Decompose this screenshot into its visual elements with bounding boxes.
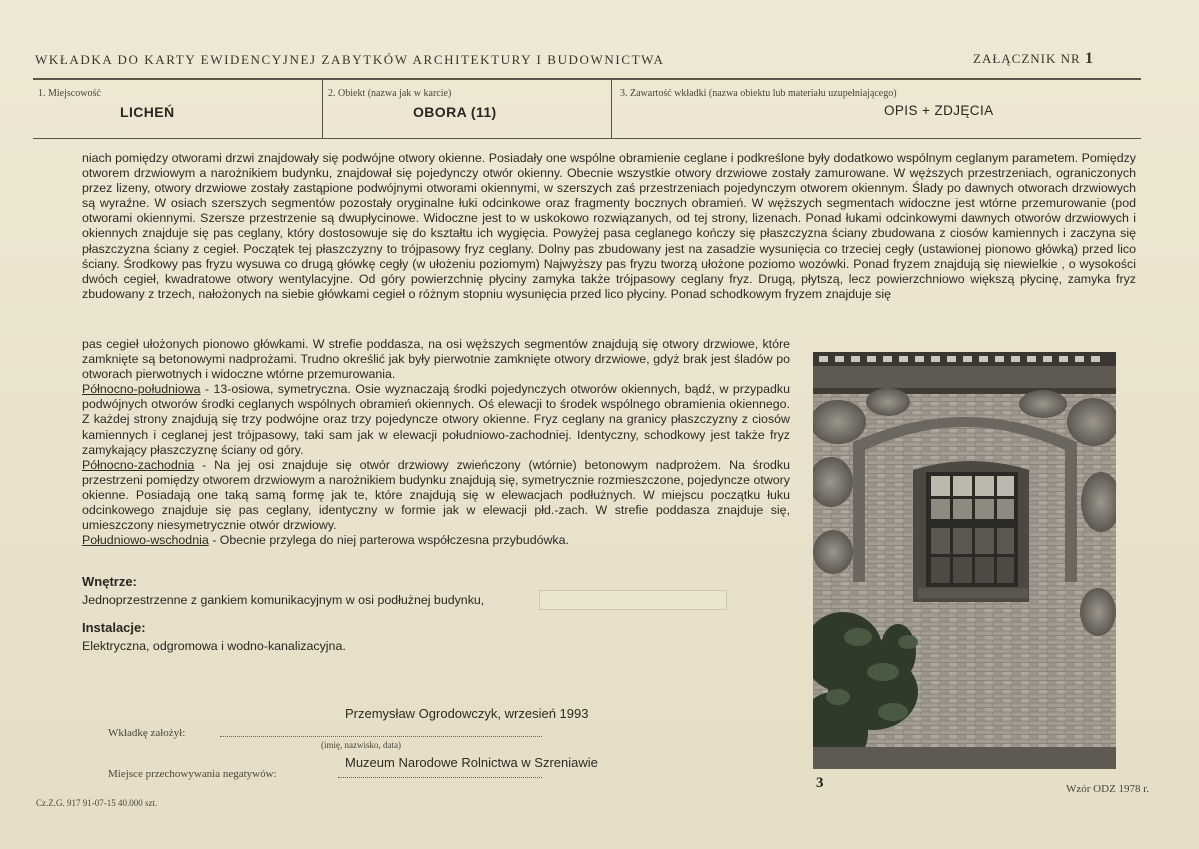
field-3-value: OPIS + ZDJĘCIA	[884, 103, 994, 118]
attic-paragraph: pas cegieł ułożonych pionowo główkami. W strefie poddasza, na osi węższych segmentów znajdują się otwory drzwiowe, które zamknięte są betonowymi nadprożami. Trudno określić jak były pierwotnie zamknięte otwory drzwiowe, gdyż brak jest śladów po otworach pierwotnych i widoczne wtórne przemurowania.	[82, 337, 790, 382]
photo-drawing	[813, 352, 1116, 769]
field-divider-1	[322, 80, 323, 138]
header-bottom-rule	[33, 138, 1141, 139]
interior-heading: Wnętrze:	[82, 574, 137, 589]
header-top-rule	[33, 78, 1141, 80]
pw-text: - Obecnie przylega do niej parterowa współczesna przybudówka.	[208, 533, 569, 548]
negatives-dotted-line	[338, 777, 542, 778]
elevation-nps	[82, 382, 790, 457]
annex-text: ZAŁĄCZNIK NR	[973, 51, 1081, 66]
field-1-label: 1. Miejscowość	[38, 88, 101, 99]
installations-text: Elektryczna, odgromowa i wodno-kanalizacyjna.	[82, 639, 346, 653]
field-divider-2	[611, 80, 612, 138]
author-label: Wkładkę założył:	[108, 727, 186, 739]
interior-text: Jednoprzestrzenne z gankiem komunikacyjnym w osi podłużnej budynku,	[82, 593, 485, 607]
author-value: Przemysław Ogrodowczyk, wrzesień 1993	[345, 706, 589, 721]
interior-blank-box	[539, 590, 727, 610]
description-text-full	[82, 151, 1136, 302]
field-3-label: 3. Zawartość wkładki (nazwa obiektu lub materiału uzupełniającego)	[620, 88, 897, 99]
description-paragraph: niach pomiędzy otworami drzwi znajdowały się podwójne otwory okienne. Posiadały one wspólne obramienie ceglane i podkreślone były dodatkowo wspólnym ceglanym parametem. Pomiędzy otworem drzwiowym a narożnikiem budynku, znajdował się pojedynczy otwór okienny. Obecnie wszystkie otwory drzwiowe zostały zamurowane. W węższych przestrzeniach, ograniczonych przez lizeny, otwory drzwiowe zostały zastąpione podwójnymi otworami okiennymi, w szerszych zaś przestrzeniach pojedynczym otworem okiennym. Ślady po dawnych otworach drzwiowych są wyraźne. W osiach szerszych segmentów pozostały oryginalne łuki odcinkowe oraz fragmenty bocznych obramień. W węższych segmentach widoczne jest wtórne przemurowanie (pod otworami okiennymi. Szersze przestrzenie są dwupłycinowe. Widoczne jest to w uskokowo rozwiązanych, od tej strony, lizenach. Ponad łukami odcinkowymi dawnych otworów drzwiowych i okiennych znajduje się pas ceglany, który dostosowuje się do kształtu ich wygięcia. Powyżej pasa ceglanego kończy się płaszczyzna ściany zbudowana z ciosów kamiennych i zaczyna się płaszczyzna ściany z cegieł. Początek tej płaszczyzny to trójpasowy fryz ceglany. Dolny pas zbudowany jest na zasadzie wysunięcia co trzeciej cegły (ustawionej pionowo główką) przed lico ściany. Środkowy pas fryzu wysuwa co drugą główkę cegły (w ułożeniu poziomym) Najwyższy pas fryzu tworzą ułożone poziomo wozówki. Ponad fryzem znajdują się niewielkie , o wysokości dwóch cegieł, kwadratowe otwory wentylacyjne. Od góry powierzchnię płyciny zamyka także trójpasowy ceglany fryz. Drugą, płytszą, lecz powierzchniowo większą płycinę, zamyka fryz zbudowany z trzech, nałożonych na siebie główkami cegieł o różnym stopniu wysunięcia przed lico płyciny. Ponad schodkowym fryzem znajduje się	[82, 151, 1136, 301]
photo-number: 3	[816, 775, 824, 791]
annex-number: 1	[1084, 50, 1094, 67]
form-code: Wzór ODZ 1978 r.	[1066, 783, 1150, 795]
negatives-label: Miejsce przechowywania negatywów:	[108, 768, 277, 780]
description-text-narrow	[82, 337, 790, 548]
installations-heading: Instalacje:	[82, 620, 146, 635]
annex-label	[973, 50, 1094, 68]
npz-heading: Północno-zachodnia	[82, 457, 195, 472]
building-photo	[813, 352, 1116, 769]
negatives-value: Muzeum Narodowe Rolnictwa w Szreniawie	[345, 755, 598, 770]
nps-heading: Północno-południowa	[82, 382, 201, 397]
nps-text: - 13-osiowa, symetryczna. Osie wyznaczają środki pojedynczych otworów okiennych, bądź, w przypadku podwójnych otworów środki ceglanych wspólnych obramień okiennych. Oś elewacji to środek wspólnego obramienia okiennego. Z każdej strony znajdują się trzy podwójne oraz trzy pojedyncze otwory okienne. Fryz ceglany na granicy płaszczyzny z ciosów kamiennych i ceglanej jest trójpasowy, taki sam jak w elewacji południowo-zachodniej. Identyczny, schodkowy jest także fryz zamykający płaszczyznę ściany od góry.	[82, 382, 790, 457]
field-2-value: OBORA (11)	[413, 104, 497, 120]
elevation-npz	[82, 458, 790, 533]
author-hint: (imię, nazwisko, data)	[321, 740, 401, 750]
print-code: Cz.Z.G. 917 91-07-15 40.000 szt.	[36, 798, 158, 808]
elevation-pw	[82, 533, 790, 548]
pw-heading: Południowo-wschodnia	[82, 533, 209, 548]
field-2-label: 2. Obiekt (nazwa jak w karcie)	[328, 88, 452, 99]
npz-text: - Na jej osi znajduje się otwór drzwiowy zwieńczony (wtórnie) betonowym nadprożem. Na środku przestrzeni pomiędzy otworem drzwiowym a narożnikiem budynku znajdują się, symetrycznie rozmieszczone, pojedyncze otwory okienne. Posiadają one taką samą formę jak te, które znajdują się w elewacjach podłużnych. W miejscu początku łuku odcinkowego znajduje się pas ceglany, identyczny w formie jak w elewacji płd.-zach. W strefie poddasza znajduje się, umieszczony niesymetrycznie otwór drzwiowy.	[82, 457, 790, 533]
author-dotted-line	[220, 736, 542, 737]
form-title: WKŁADKA DO KARTY EWIDENCYJNEJ ZABYTKÓW ARCHITEKTURY I BUDOWNICTWA	[35, 52, 665, 67]
field-1-value: LICHEŃ	[120, 104, 175, 120]
